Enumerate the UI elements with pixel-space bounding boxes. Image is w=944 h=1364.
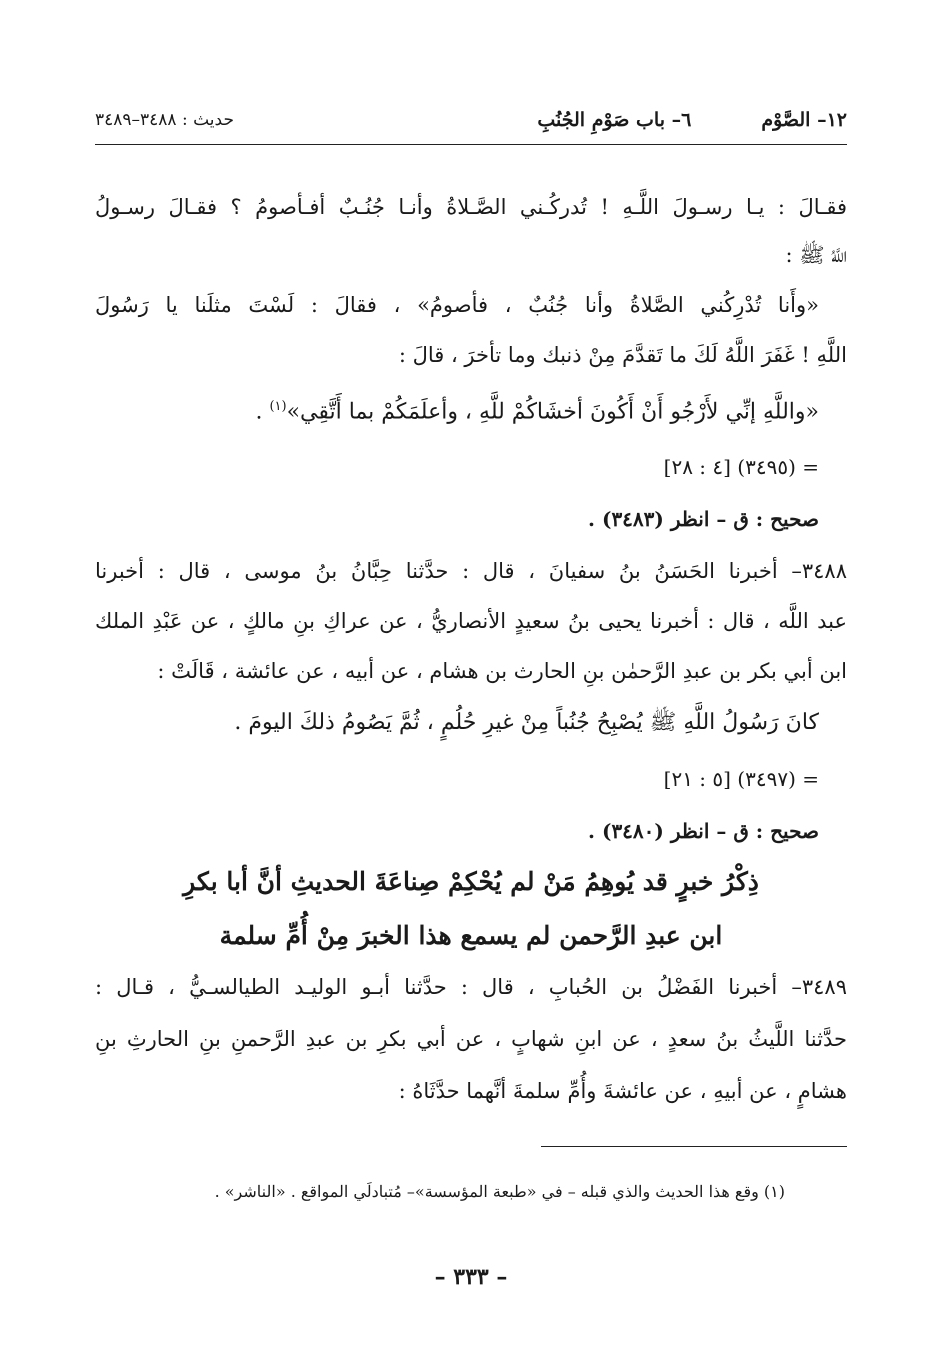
hadith-3488-matn: كانَ رَسُولُ اللَّهِ ﷺ يُصْبِحُ جُنُباً مِنْ غيرِ حُلُمٍ ، ثُمَّ يَصُومُ ذلكَ اليومَ . xyxy=(234,710,819,735)
book-page xyxy=(95,0,847,1364)
hadith-3489-line-1: ٣٤٨٩– أخبرنا الفَضْلُ بن الحُبابِ ، قال : حدَّثنا أبـو الوليـد الطيالسـيُّ ، قـال : xyxy=(95,975,847,999)
body-line-4: اللَّهِ ! غَفَرَ اللَّهُ لَكَ ما تَقدَّمَ مِنْ ذنبك وما تأخرَ ، قالَ : xyxy=(398,343,847,367)
body-line-2: اللَّهُ ﷺ : xyxy=(785,243,847,267)
prophet-saying: «واللَّهِ إنِّي لأَرْجُو أَنْ أَكُونَ أخشَاكُمْ للَّهِ ، وأعلَمَكُمْ بما أَتَّقِي» xyxy=(286,399,819,425)
hadith-range: حديث : ٣٤٨٨–٣٤٨٩ xyxy=(95,110,234,130)
cross-reference-2: = (٣٤٩٧) [٥ : ٢١] xyxy=(663,767,819,791)
hadith-3488-line-1: ٣٤٨٨– أخبرنا الحَسَنُ بنُ سفيانَ ، قال : حدَّثنا حِبَّانُ بنُ موسى ، قال : أخبرنا xyxy=(95,559,847,583)
chapter-number: ١٢– الصَّوْم xyxy=(761,109,847,131)
section-heading-line-2: ابن عبدِ الرَّحمن لم يسمع هذا الخبرَ مِنْ أُمِّ سلمة xyxy=(219,921,723,950)
hadith-3489-line-3: هشامٍ ، عن أبيهِ ، عن عائشةَ وأُمِّ سلمةَ أنَّهما حدَّثَاهُ : xyxy=(398,1079,847,1103)
grading-2: صحيح : ق – انظر (٣٤٨٠) . xyxy=(588,819,819,843)
chapter-title-group xyxy=(537,109,847,131)
cross-reference-1: = (٣٤٩٥) [٤ : ٢٨] xyxy=(663,455,819,479)
page-number: – ٣٣٣ – xyxy=(434,1264,508,1290)
body-line-5 xyxy=(95,392,847,427)
running-header xyxy=(95,104,847,136)
header-rule xyxy=(95,144,847,145)
hadith-3489-line-2: حدَّثنا اللَّيثُ بنُ سعدٍ ، عن ابنِ شهابٍ ، عن أبي بكرِ بن عبدِ الرَّحمنِ بنِ الحارثِ بنِ xyxy=(95,1027,847,1051)
grading-1: صحيح : ق – انظر (٣٤٨٣) . xyxy=(588,507,819,531)
footnote-rule xyxy=(541,1146,847,1147)
section-title: ٦– باب صَوْمِ الجُنُبِ xyxy=(537,109,692,131)
footnote: (١) وقع هذا الحديث والذي قبله – في «طبعة المؤسسة»– مُتبادلَي المواقع . «الناشر» . xyxy=(214,1182,785,1201)
section-heading-line-1: ذِكْرُ خبرٍ قد يُوهِمُ مَنْ لم يُحْكِمْ صِناعَةَ الحديثِ أنَّ أبا بكرِ xyxy=(183,867,759,896)
body-line-3: «وأَنا تُدْرِكُني الصَّلاةُ وأنا جُنُبٌ ، فأصومُ» ، فقالَ : لَسْتَ مثلَنا يا رَسُولَ xyxy=(95,293,819,317)
body-line-1: فقـالَ : يـا رسـولَ اللَّـهِ ! تُدركُـني الصَّـلاةُ وأنـا جُنُـبٌ أفـأصومُ ؟ فقـالَ رسـولُ xyxy=(95,195,847,219)
footnote-marker[interactable]: (١) xyxy=(269,399,287,414)
hadith-3488-line-2: عبد اللَّه ، قال : أخبرنا يحيى بنُ سعيدٍ الأنصاريُّ ، عن عراكِ بنِ مالكٍ ، عن عَبْدِ الملك xyxy=(95,609,847,633)
hadith-3488-line-3: ابن أبي بكر بن عبدِ الرَّحمٰن بنِ الحارث بن هشام ، عن أبيه ، عن عائشة ، قَالَتْ : xyxy=(157,659,847,683)
line-end-period: . xyxy=(255,399,270,425)
